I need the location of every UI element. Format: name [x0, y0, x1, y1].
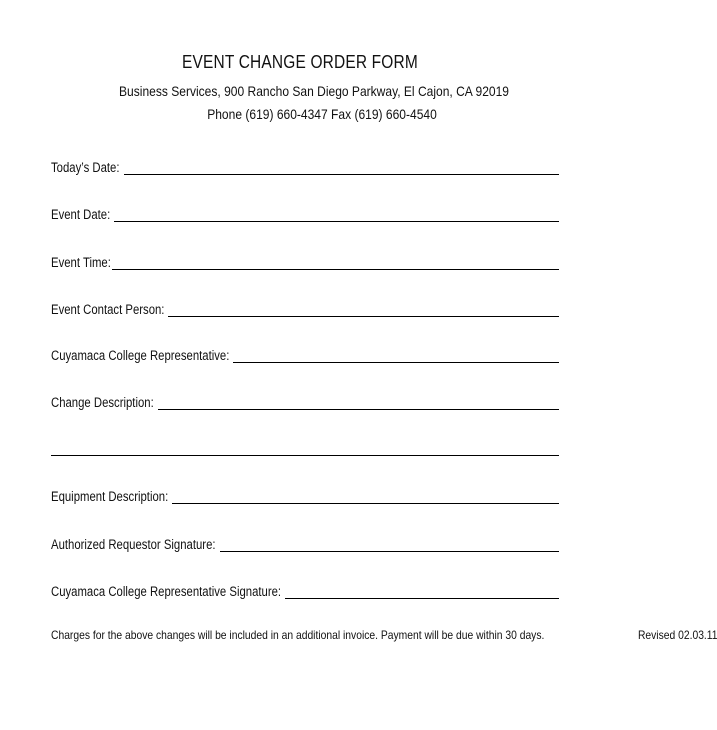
- event-contact-person-line[interactable]: [168, 316, 559, 317]
- todays-date-line[interactable]: [124, 174, 559, 175]
- field-label-authorized-requestor-signature: Authorized Requestor Signature:: [51, 537, 216, 552]
- field-event-date: [51, 204, 559, 224]
- form-title: EVENT CHANGE ORDER FORM: [182, 52, 418, 72]
- revision-label: Revised 02.03.11: [637, 628, 717, 642]
- field-label-event-time: Event Time:: [51, 255, 111, 270]
- organization-address: Business Services, 900 Rancho San Diego Parkway, El Cajon, CA 92019: [119, 83, 509, 99]
- change-description-line-2[interactable]: [51, 455, 559, 456]
- event-time-line[interactable]: [112, 269, 559, 270]
- field-event-contact-person: [51, 299, 559, 319]
- field-label-change-description: Change Description:: [51, 395, 154, 410]
- field-change-description: [51, 392, 559, 412]
- field-todays-date: [51, 157, 559, 177]
- field-authorized-requestor-signature: [51, 534, 559, 554]
- field-label-todays-date: Today’s Date:: [51, 160, 120, 175]
- contact-phone-fax: Phone (619) 660-4347 Fax (619) 660-4540: [207, 106, 437, 122]
- field-college-representative: [51, 345, 559, 365]
- authorized-requestor-signature-line[interactable]: [220, 551, 559, 552]
- field-equipment-description: [51, 486, 559, 506]
- change-description-line[interactable]: [158, 409, 559, 410]
- equipment-description-line[interactable]: [172, 503, 559, 504]
- field-label-equipment-description: Equipment Description:: [51, 489, 169, 504]
- invoice-note: Charges for the above changes will be included in an additional invoice. Payment will be due within 30 days.: [51, 628, 545, 642]
- college-representative-line[interactable]: [233, 362, 559, 363]
- field-label-event-contact-person: Event Contact Person:: [51, 302, 165, 317]
- field-college-representative-signature: [51, 581, 559, 601]
- field-label-college-representative: Cuyamaca College Representative:: [51, 348, 230, 363]
- field-event-time: [51, 252, 559, 272]
- college-representative-signature-line[interactable]: [285, 598, 559, 599]
- event-date-line[interactable]: [114, 221, 559, 222]
- form-footer: [51, 628, 717, 642]
- field-label-college-representative-signature: Cuyamaca College Representative Signature:: [51, 584, 282, 599]
- field-label-event-date: Event Date:: [51, 207, 111, 222]
